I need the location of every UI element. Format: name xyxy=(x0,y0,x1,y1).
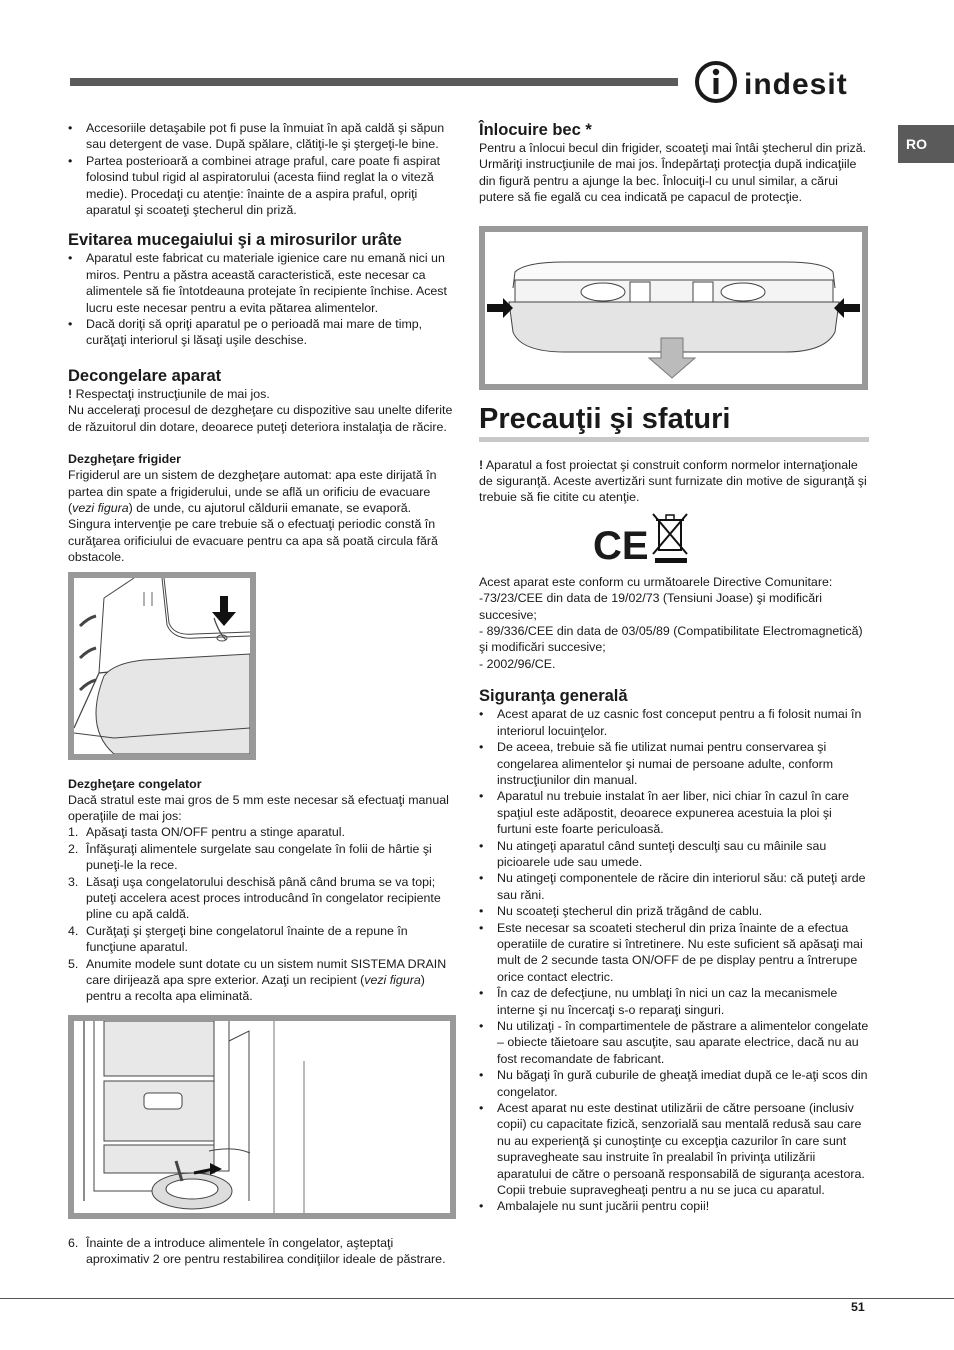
list-item xyxy=(68,874,456,923)
step-number: 3. xyxy=(68,874,79,889)
mold-bullet-list xyxy=(68,250,456,348)
ce-mark-icon: CE xyxy=(593,523,649,568)
freezer-defrost-heading: Dezgheţare congelator xyxy=(68,776,202,791)
step-text: Apăsaţi tasta ON/OFF pentru a stinge aparatul. xyxy=(86,825,345,840)
step5-text-a: Anumite modele sunt dotate cu un sistem numit SISTEMA DRAIN care dirijează apa spre exterior. Azaţi un recipient ( xyxy=(86,956,447,987)
fridge-defrost-heading: Dezgheţare frigider xyxy=(68,452,181,467)
header-bar xyxy=(70,78,678,86)
list-item xyxy=(68,1235,456,1268)
list-item: • Nu utilizaţi - în compartimentele de păstrare a alimentelor congelate – obiecte tăietoare sau ascuţite, sau aparate electrice, dacă nu au fost recomandate de fabricant. xyxy=(479,1018,869,1067)
defrost-note xyxy=(68,386,456,402)
directive-line: -73/23/CEE din data de 19/02/73 (Tensiuni Joase) şi modificări succesive; xyxy=(479,591,822,622)
title-underline xyxy=(479,437,869,442)
left-column xyxy=(68,120,456,1268)
list-item: • Ambalajele nu sunt jucării pentru copii! xyxy=(479,1198,869,1214)
bulb-figure xyxy=(479,226,868,390)
step-number: 4. xyxy=(68,923,79,938)
defrost-note-text: Respectaţi instrucţiunile de mai jos. xyxy=(72,386,270,401)
step5-text-b: ) pentru a recolta apa eliminată. xyxy=(86,973,425,1004)
safety-bullet-list xyxy=(479,706,869,1215)
list-item xyxy=(68,824,456,840)
step-text: Înfăşuraţi alimentele surgelate sau congelate în folii de hârtie şi puneţi-le la rece. xyxy=(86,841,432,873)
list-item: • Partea posterioară a combinei atrage praful, care poate fi aspirat folosind tubul rigid al aspiratorului (acesta fiind reglat la o viteză medie). Procedaţi cu atenţie: înainte de a aspira praful, opriţi aparatul şi scoateţi ştecherul din priză. xyxy=(68,153,456,219)
freezer-defrost-text: Dacă stratul este mai gros de 5 mm este necesar să efectuaţi manual operaţiile de mai jos: xyxy=(68,792,449,823)
step-number: 1. xyxy=(68,825,79,840)
page-number: 51 xyxy=(851,1300,865,1314)
fridge-text-b: ) de unde, cu ajutorul căldurii emanate, se evaporă. Singura intervenţie pe care trebuie să o efectuaţi periodic constă în curăţarea orificiului de evacuare pentru ca apa să poată circula fără obstacole. xyxy=(68,500,438,565)
list-item: • Aparatul nu trebuie instalat în aer liber, nici chiar în cazul în care spaţiul este adăpostit, deoarece expunerea acestuia la ploi şi furtuni este foarte periculoasă. xyxy=(479,788,869,837)
step-number: 5. xyxy=(68,956,79,971)
list-item: • Este necesar sa scoateti stecherul din priza înainte de a efectua operatiile de curatire si întretinere. Nu este suficient să apăsaţi mai mult de 2 secunde tasta ON/OFF de pe display pentru a întrerupe orice contact electric. xyxy=(479,920,869,986)
precautions-title: Precauţii şi sfaturi xyxy=(479,402,731,435)
list-item xyxy=(68,841,456,874)
directive-line: Acest aparat este conform cu următoarele Directive Comunitare: xyxy=(479,574,833,589)
list-item: • Nu băgaţi în gură cuburile de gheaţă imediat după ce le-aţi scos din congelator. xyxy=(479,1067,869,1100)
precautions-intro xyxy=(479,457,869,506)
defrost-steps xyxy=(68,824,456,1004)
weee-bin-icon xyxy=(651,512,691,564)
step-number: 2. xyxy=(68,841,79,856)
footer-rule xyxy=(0,1298,954,1299)
fridge-text-a: Frigiderul are un sistem de dezgheţare automat: apa este dirijată în partea din spate a frigiderului, unde se află un orificiu de evacuare ( xyxy=(68,468,437,515)
step-number: 6. xyxy=(68,1235,79,1250)
warning-mark: ! xyxy=(479,457,484,472)
list-item xyxy=(68,923,456,956)
list-item: • Nu atingeţi componentele de răcire din interiorul său: că puteţi arde sau răni. xyxy=(479,870,869,903)
mold-heading: Evitarea mucegaiului şi a mirosurilor urâte xyxy=(68,231,402,250)
list-item: • Acest aparat de uz casnic fost conceput pentru a fi folosit numai în interiorul locuinţelor. xyxy=(479,706,869,739)
directive-line: - 89/336/CEE din data de 03/05/89 (Compatibilitate Electromagnetică) şi modificări succesive; xyxy=(479,624,863,655)
warning-mark: ! xyxy=(68,386,73,401)
safety-heading: Siguranţa generală xyxy=(479,687,628,706)
indesit-logo xyxy=(694,60,870,104)
list-item: • Dacă doriţi să opriţi aparatul pe o perioadă mai mare de timp, curăţaţi interiorul şi lăsaţi uşile deschise. xyxy=(68,316,456,349)
defrost-steps-continued xyxy=(68,1235,456,1268)
bulb-illustration xyxy=(485,232,862,384)
step-text: Curăţaţi şi ştergeţi bine congelatorul înainte de a repune în funcţiune aparatul. xyxy=(86,923,408,955)
list-item: • Aparatul este fabricat cu materiale igienice care nu emană nici un miros. Pentru a păstra această caracteristică, este necesar ca alimentele să fie întotdeauna protejate în recipiente închise. Acest lucru este necesar pentru a evita pătarea alimentelor. xyxy=(68,250,456,316)
fridge-defrost-text xyxy=(68,467,456,565)
language-tab: RO xyxy=(898,125,954,163)
list-item xyxy=(68,956,456,1005)
bulb-heading: Înlocuire bec * xyxy=(479,121,592,139)
logo-wordmark: indesit xyxy=(744,68,848,101)
fridge-drain-illustration xyxy=(74,578,250,754)
defrost-heading: Decongelare aparat xyxy=(68,366,222,385)
list-item: • Accesoriile detaşabile pot fi puse la înmuiat în apă caldă şi săpun sau detergent de vase. După spălare, clătiţi-le şi ştergeţi-le bine. xyxy=(68,120,456,153)
fridge-text-em: vezi figura xyxy=(72,500,129,515)
step-text: Înainte de a introduce alimentele în congelator, aşteptaţi aproximativ 2 ore pentru restabilirea condiţiilor ideale de păstrare. xyxy=(86,1235,446,1267)
precautions-intro-text: Aparatul a fost proiectat şi construit conform normelor internaţionale de siguranţă. Aceste avertizări sunt furnizate din motive de siguranţă şi trebuie să fie citite cu atenţie. xyxy=(479,457,867,505)
bulb-text: Pentru a înlocui becul din frigider, scoateţi mai întâi ştecherul din priză. Urmăriţi instrucţiunile de mai jos. Îndepărtaţi protecţia după indicaţiile din figură pentru a ajunge la bec. Înlocuiţi-l cu unul similar, a cărui putere să fie egală cu cea indicată pe capacul de protecţie. xyxy=(479,141,867,205)
conformity-marks xyxy=(479,512,869,574)
intro-bullet-list xyxy=(68,120,456,218)
defrost-text: Nu acceleraţi procesul de dezgheţare cu dispozitive sau unelte diferite de răzuitorul din dotare, deoarece puteţi deteriora instalaţia de răcire. xyxy=(68,403,453,434)
list-item: • Acest aparat nu este destinat utilizării de către persoane (inclusiv copii) cu capacitate fizică, senzorială sau mentală redusă sau care nu au experienţă şi cunoştinţe cu excepţia cazurilor în care sunt supravegheate sau instruite în prealabil în privinţa utilizării aparatului de către o persoană responsabilă de siguranţa acestora. Copii trebuie supravegheaţi pentru a nu se juca cu aparatul. xyxy=(479,1100,869,1198)
fridge-drain-figure xyxy=(68,572,256,760)
directive-line: - 2002/96/CE. xyxy=(479,656,556,671)
list-item: • Nu atingeţi aparatul când sunteţi desculţi sau cu mâinile sau picioarele ude sau umede. xyxy=(479,838,869,871)
freezer-drain-illustration xyxy=(74,1021,450,1213)
list-item: • De aceea, trebuie să fie utilizat numai pentru conservarea şi congelarea alimentelor şi numai de persoane adulte, conform instrucţiunilor din manual. xyxy=(479,739,869,788)
step-text: Lăsaţi uşa congelatorului deschisă până când bruma se va topi; puteţi accelera acest proces introducând în congelator recipiente pline cu apă caldă. xyxy=(86,874,441,922)
right-column xyxy=(479,120,869,1215)
list-item: • În caz de defecţiune, nu umblaţi în nici un caz la mecanismele interne şi nu încercaţi s-o reparaţi singuri. xyxy=(479,985,869,1018)
step5-text-em: vezi figura xyxy=(364,973,421,987)
list-item: • Nu scoateţi ştecherul din priză trăgând de cablu. xyxy=(479,903,869,919)
freezer-drain-figure xyxy=(68,1015,456,1219)
